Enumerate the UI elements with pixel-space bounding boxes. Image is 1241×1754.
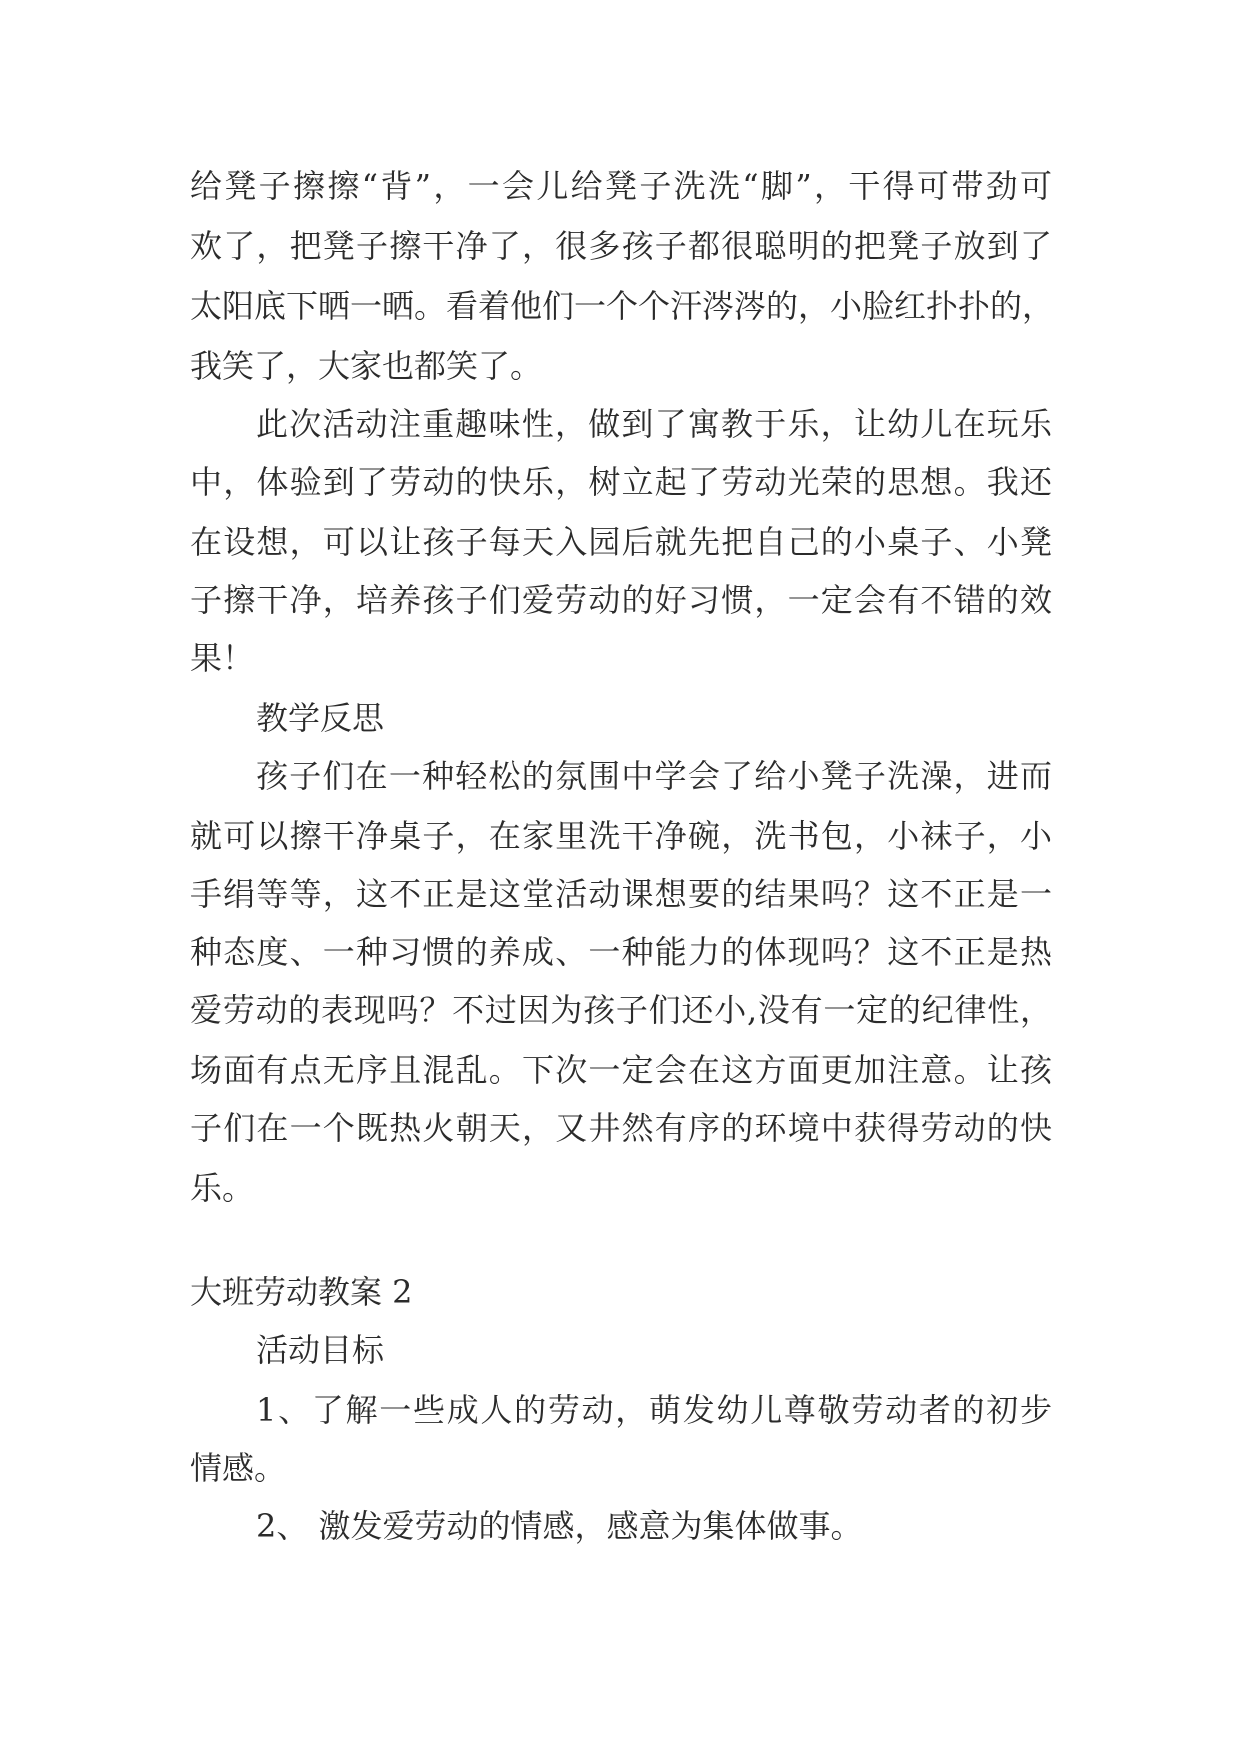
text-line: 我笑了，大家也都笑了。 — [190, 347, 543, 385]
text-line: 场面有点无序且混乱。下次一定会在这方面更加注意。让孩 — [190, 1051, 1052, 1089]
text-line: 情感。 — [190, 1449, 287, 1487]
text-line: 手绢等等，这不正是这堂活动课想要的结果吗？这不正是一 — [190, 875, 1052, 913]
text-line: 此次活动注重趣味性，做到了寓教于乐，让幼儿在玩乐 — [256, 405, 1052, 443]
section-heading: 教学反思 — [256, 699, 385, 737]
text-line: 爱劳动的表现吗？不过因为孩子们还小,没有一定的纪律性， — [190, 991, 1052, 1029]
text-line: 太阳底下晒一晒。看着他们一个个汗涔涔的，小脸红扑扑的， — [190, 287, 1055, 325]
text-line: 孩子们在一种轻松的氛围中学会了给小凳子洗澡，进而 — [256, 757, 1052, 795]
text-line: 就可以擦干净桌子，在家里洗干净碗，洗书包，小袜子，小 — [190, 817, 1052, 855]
text-line: 果！ — [190, 639, 255, 677]
list-item: 1、了解一些成人的劳动，萌发幼儿尊敬劳动者的初步 — [256, 1391, 1052, 1429]
list-item: 2、 激发爱劳动的情感，感意为集体做事。 — [256, 1507, 863, 1545]
document-title: 大班劳动教案 2 — [190, 1273, 413, 1311]
text-line: 在设想，可以让孩子每天入园后就先把自己的小桌子、小凳 — [190, 523, 1052, 561]
text-line: 给凳子擦擦“背”，一会儿给凳子洗洗“脚”，干得可带劲可 — [190, 167, 1052, 205]
section-heading: 活动目标 — [256, 1331, 385, 1369]
text-line: 种态度、一种习惯的养成、一种能力的体现吗？这不正是热 — [190, 933, 1052, 971]
text-line: 中，体验到了劳动的快乐，树立起了劳动光荣的思想。我还 — [190, 463, 1052, 501]
text-line: 子们在一个既热火朝天，又井然有序的环境中获得劳动的快 — [190, 1109, 1052, 1147]
text-line: 乐。 — [190, 1169, 255, 1207]
text-line: 欢了，把凳子擦干净了，很多孩子都很聪明的把凳子放到了 — [190, 227, 1052, 265]
text-line: 子擦干净，培养孩子们爱劳动的好习惯，一定会有不错的效 — [190, 581, 1052, 619]
